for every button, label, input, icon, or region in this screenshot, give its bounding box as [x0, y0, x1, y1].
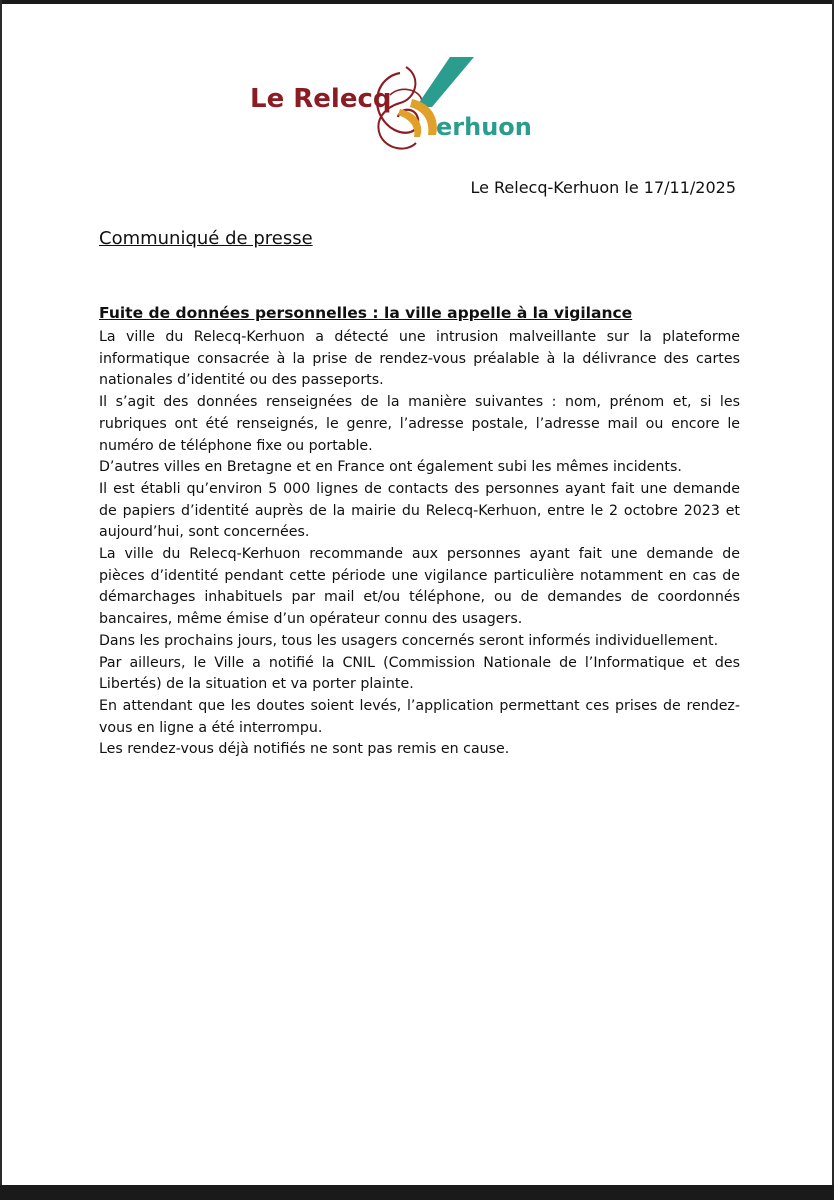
press-release-headline: Fuite de données personnelles : la ville appelle à la vigilance [99, 304, 633, 322]
body-paragraph: Les rendez-vous déjà notifiés ne sont pas remis en cause. [99, 741, 510, 758]
body-paragraph: Par ailleurs, le Ville a notifié la CNIL (Commission Nationale de l’Informatique et des Libertés) de la situation et va porter plainte. [99, 654, 740, 693]
press-release-body [99, 327, 740, 761]
bottom-border [0, 1185, 834, 1200]
body-paragraph: Dans les prochains jours, tous les usagers concernés seront informés individuellement. [99, 632, 719, 649]
logo-wordmark-le-relecq: Le Relecq [250, 84, 392, 114]
body-paragraph: La ville du Relecq-Kerhuon a détecté une intrusion malveillante sur la plateforme informatique consacrée à la prise de rendez-vous préalable à la délivrance des cartes nationales d’identité ou des passeports. [99, 329, 740, 389]
body-paragraph: D’autres villes en Bretagne et en France ont également subi les mêmes incidents. [99, 459, 682, 476]
city-logo [250, 55, 550, 155]
body-paragraph: Il est établi qu’environ 5 000 lignes de contacts des personnes ayant fait une demande de papiers d’identité auprès de la mairie du Relecq-Kerhuon, entre le 2 octobre 2023 et aujourd’hui, sont concernées. [99, 480, 740, 541]
body-paragraph: La ville du Relecq-Kerhuon recommande aux personnes ayant fait une demande de pièces d’identité pendant cette période une vigilance particulière notamment en cas de démarchages inhabituels par mail et/ou téléphone, ou de demandes de coordonnés bancaires, même émise d’un opérateur connu des usagers. [99, 546, 740, 628]
top-border [0, 0, 834, 4]
logo-wordmark-erhuon: erhuon [436, 113, 532, 141]
date-line: Le Relecq-Kerhuon le 17/11/2025 [470, 178, 736, 197]
body-paragraph: Il s’agit des données renseignées de la manière suivantes : nom, prénom et, si les rubriques ont été renseignés, le genre, l’adresse postale, l’adresse mail ou encore le numéro de téléphone fixe ou portable. [99, 394, 740, 454]
body-paragraph: En attendant que les doutes soient levés, l’application permettant ces prises de rendez-vous en ligne a été interrompu. [99, 697, 740, 736]
left-border [0, 0, 2, 1185]
document-type-heading: Communiqué de presse [99, 228, 313, 249]
